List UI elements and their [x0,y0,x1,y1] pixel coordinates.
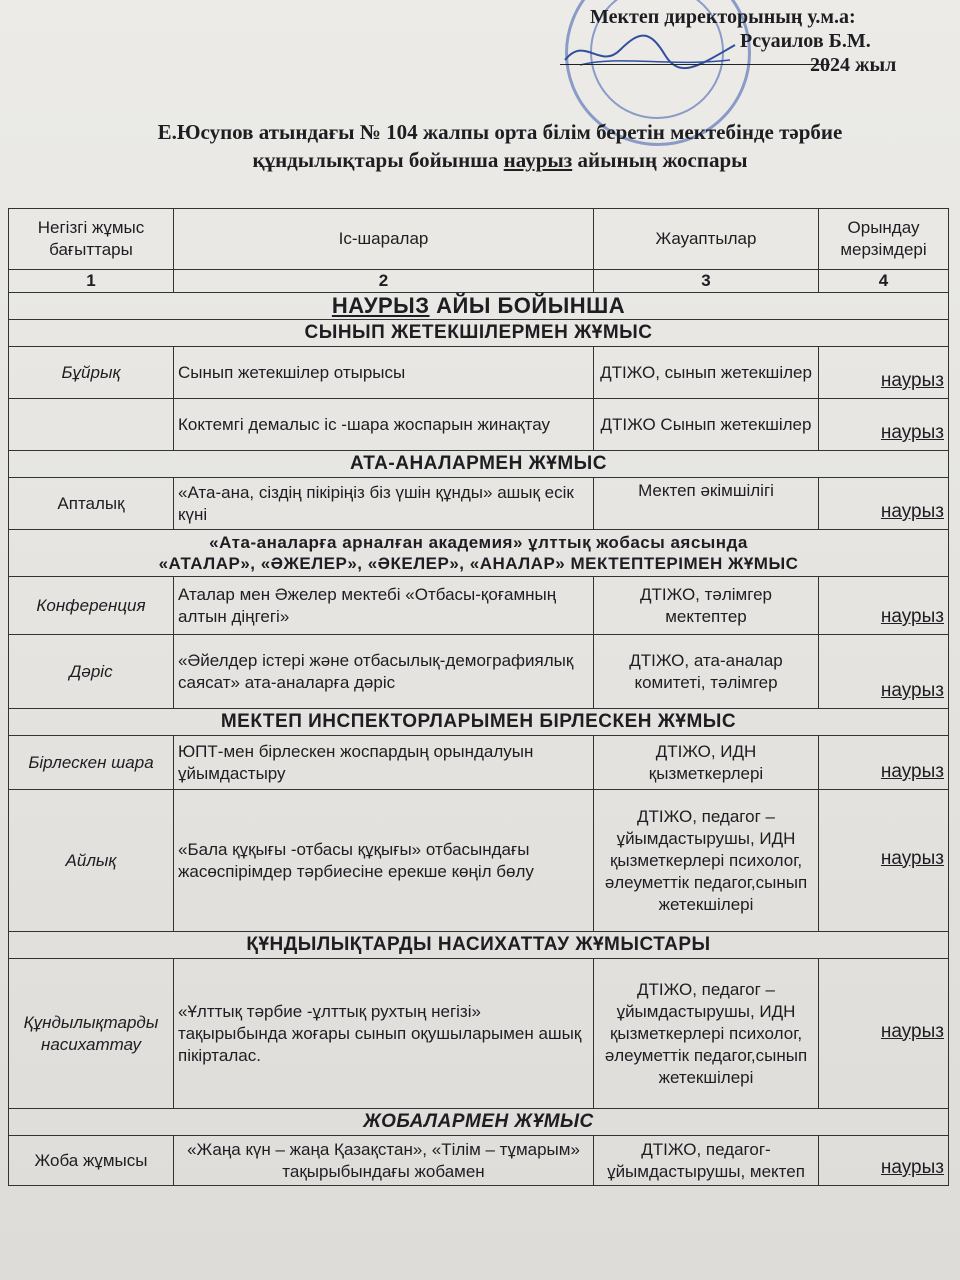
row-responsible: ДТІЖО, педагог – ұйымдастырушы, ИДН қызметкерлері психолог, әлеуметтік педагог,сынып жетекшілері [594,959,819,1109]
table-row [9,399,949,451]
row-category [9,399,174,451]
section-title: ЖОБАЛАРМЕН ЖҰМЫС [9,1109,949,1136]
approval-position: Мектеп директорының у.м.а: [590,6,856,28]
row-term: наурыз [819,1136,949,1186]
document-title [60,118,940,174]
section-row [9,530,949,577]
column-number: 2 [174,270,594,293]
table-header-row [9,209,949,270]
row-term: наурыз [819,635,949,709]
row-activity: Аталар мен Әжелер мектебі «Отбасы-қоғамның алтын діңгегі» [174,577,594,635]
table-row [9,577,949,635]
column-number: 4 [819,270,949,293]
approval-name: Рсуаилов Б.М. [740,30,871,52]
section-title: АТА-АНАЛАРМЕН ЖҰМЫС [9,451,949,478]
section-title: ҚҰНДЫЛЫҚТАРДЫ НАСИХАТТАУ ЖҰМЫСТАРЫ [9,932,949,959]
row-category: Дәріс [9,635,174,709]
row-category: Жоба жұмысы [9,1136,174,1186]
row-category: Апталық [9,478,174,530]
table-row [9,736,949,790]
table-row [9,790,949,932]
table-row [9,959,949,1109]
section-row [9,1109,949,1136]
table-row [9,1136,949,1186]
month-section-row [9,293,949,320]
row-activity: «Бала құқығы -отбасы құқығы» отбасындағы жасөспірімдер тәрбиесіне ерекше көңіл бөлу [174,790,594,932]
row-category: Айлық [9,790,174,932]
row-term: наурыз [819,736,949,790]
header-deadline: Орындау мерзімдері [819,209,949,270]
row-activity: «Әйелдер істері және отбасылық-демографиялық саясат» ата-аналарға дәріс [174,635,594,709]
section-row [9,709,949,736]
row-responsible: ДТІЖО, тәлімгер мектептер [594,577,819,635]
column-number: 1 [9,270,174,293]
row-activity: ЮПТ-мен бірлескен жоспардың орындалуын ұйымдастыру [174,736,594,790]
row-responsible: ДТІЖО, сынып жетекшілер [594,347,819,399]
row-responsible: ДТІЖО, педагог-ұйымдастырушы, мектеп [594,1136,819,1186]
row-activity: «Ұлттық тәрбие -ұлттық рухтың негізі» тақырыбында жоғары сынып оқушыларымен ашық пікірталас. [174,959,594,1109]
row-term: наурыз [819,959,949,1109]
row-category: Конференция [9,577,174,635]
section-title: СЫНЫП ЖЕТЕКШІЛЕРМЕН ЖҰМЫС [9,320,949,347]
title-line-1: Е.Юсупов атындағы № 104 жалпы орта білім беретін мектебінде тәрбие [157,120,843,144]
table-row [9,478,949,530]
row-term: наурыз [819,478,949,530]
column-number: 3 [594,270,819,293]
row-category: Бірлескен шара [9,736,174,790]
row-responsible: ДТІЖО, педагог – ұйымдастырушы, ИДН қызметкерлері психолог, әлеуметтік педагог,сынып жетекшілері [594,790,819,932]
plan-table [8,208,949,1186]
row-activity: «Ата-ана, сіздің пікіріңіз біз үшін құнды» ашық есік күні [174,478,594,530]
row-activity: Сынып жетекшілер отырысы [174,347,594,399]
header-responsible: Жауаптылар [594,209,819,270]
approval-block [540,0,940,90]
header-directions: Негізгі жұмыс бағыттары [9,209,174,270]
signature-line [560,64,830,65]
title-line-2: құндылықтары бойынша наурыз айының жоспары [252,148,748,172]
column-number-row [9,270,949,293]
row-responsible: ДТІЖО, ата-аналар комитеті, тәлімгер [594,635,819,709]
section-title: МЕКТЕП ИНСПЕКТОРЛАРЫМЕН БІРЛЕСКЕН ЖҰМЫС [9,709,949,736]
title-month: наурыз [503,148,573,172]
row-term: наурыз [819,347,949,399]
row-term: наурыз [819,790,949,932]
table-row [9,635,949,709]
table-row [9,347,949,399]
month-section-title: НАУРЫЗ АЙЫ БОЙЫНША [9,293,949,320]
row-responsible: ДТІЖО Сынып жетекшілер [594,399,819,451]
approval-date: 2024 жыл [810,54,897,76]
row-activity: Коктемгі демалыс іс -шара жоспарын жинақтау [174,399,594,451]
row-responsible: ДТІЖО, ИДН қызметкерлері [594,736,819,790]
header-activities: Іс-шаралар [174,209,594,270]
section-row [9,451,949,478]
row-category: Бұйрық [9,347,174,399]
section-row [9,932,949,959]
section-title: «Ата-аналарға арналған академия» ұлттық жобасы аясында «АТАЛАР», «ӘЖЕЛЕР», «ӘКЕЛЕР», «АНАЛАР» МЕКТЕПТЕРІМЕН ЖҰМЫС [9,530,949,577]
row-term: наурыз [819,399,949,451]
row-activity: «Жаңа күн – жаңа Қазақстан», «Тілім – тұмарым» тақырыбындағы жобамен [174,1136,594,1186]
row-term: наурыз [819,577,949,635]
row-responsible: Мектеп әкімшілігі [594,478,819,530]
row-category: Құндылықтарды насихаттау [9,959,174,1109]
section-row [9,320,949,347]
